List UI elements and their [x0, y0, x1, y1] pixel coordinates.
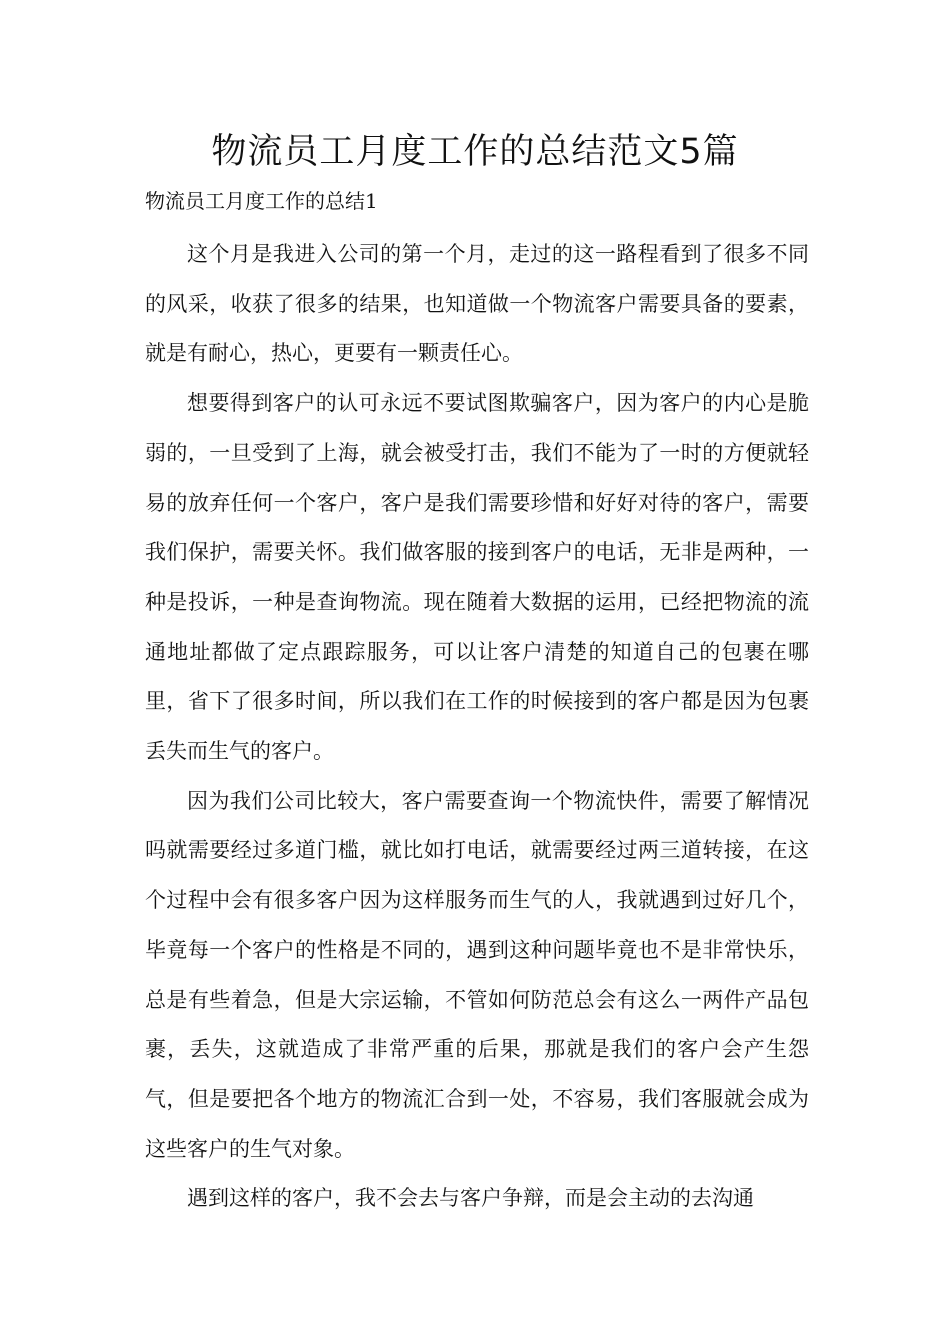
paragraph-3: 因为我们公司比较大，客户需要查询一个物流快件，需要了解情况吗就需要经过多道门槛，就比如打电话，就需要经过两三道转接，在这个过程中会有很多客户因为这样服务而生气的人，我就遇到过好几个，毕竟每一个客户的性格是不同的，遇到这种问题毕竟也不是非常快乐，总是有些着急，但是大宗运输，不管如何防范总会有这么一两件产品包裹，丢失，这就造成了非常严重的后果，那就是我们的客户会产生怨气，但是要把各个地方的物流汇合到一处，不容易，我们客服就会成为这些客户的生气对象。: [145, 788, 809, 1161]
document-title: 物流员工月度工作的总结范文5篇: [211, 132, 739, 172]
section-subtitle: 物流员工月度工作的总结1: [145, 189, 378, 213]
paragraph-4: 遇到这样的客户，我不会去与客户争辩，而是会主动的去沟通: [187, 1186, 754, 1211]
paragraph-2: 想要得到客户的认可永远不要试图欺骗客户，因为客户的内心是脆弱的，一旦受到了上海，就会被受打击，我们不能为了一时的方便就轻易的放弃任何一个客户，客户是我们需要珍惜和好好对待的客户，需要我们保护，需要关怀。我们做客服的接到客户的电话，无非是两种，一种是投诉，一种是查询物流。现在随着大数据的运用，已经把物流的流通地址都做了定点跟踪服务，可以让客户清楚的知道自己的包裹在哪里，省下了很多时间，所以我们在工作的时候接到的客户都是因为包裹丢失而生气的客户。: [145, 391, 809, 764]
document-body: [145, 230, 809, 1224]
paragraph-1: 这个月是我进入公司的第一个月，走过的这一路程看到了很多不同的风采，收获了很多的结果，也知道做一个物流客户需要具备的要素，就是有耐心，热心，更要有一颗责任心。: [145, 242, 809, 366]
